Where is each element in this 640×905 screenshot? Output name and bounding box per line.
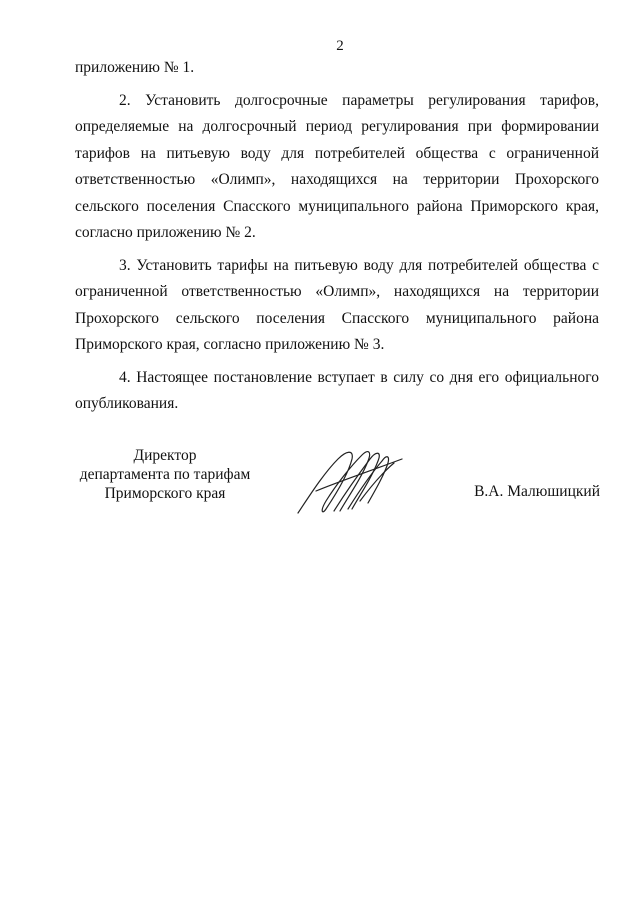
document-body: [75, 55, 599, 418]
paragraph-4: 4. Настоящее постановление вступает в силу со дня его официального опубликования.: [75, 368, 599, 412]
handwritten-signature: [290, 445, 410, 523]
signatory-title-line: департамента по тарифам: [79, 466, 251, 483]
signatory-title-line: Приморского края: [104, 485, 226, 502]
signatory-title-line: Директор: [133, 447, 197, 464]
signatory-name: В.А. Малюшицкий: [474, 483, 600, 500]
page-number: 2: [336, 38, 344, 54]
continuation-text: приложению № 1.: [75, 59, 195, 76]
paragraph-2: 2. Установить долгосрочные параметры регулирования тарифов, определяемые на долгосрочный период регулирования при формировании тарифов на питьевую воду для потребителей общества с ограниченной ответственностью «Олимп», находящихся на территории Прохорского сельского поселения Спасского муниципального района Приморского края, согласно приложению № 2.: [75, 91, 599, 241]
signatory-title: [75, 446, 255, 503]
paragraph-3: 3. Установить тарифы на питьевую воду для потребителей общества с ограниченной ответственностью «Олимп», находящихся на территории Прохорского сельского поселения Спасского муниципального района Приморского края, согласно приложению № 3.: [75, 256, 599, 353]
